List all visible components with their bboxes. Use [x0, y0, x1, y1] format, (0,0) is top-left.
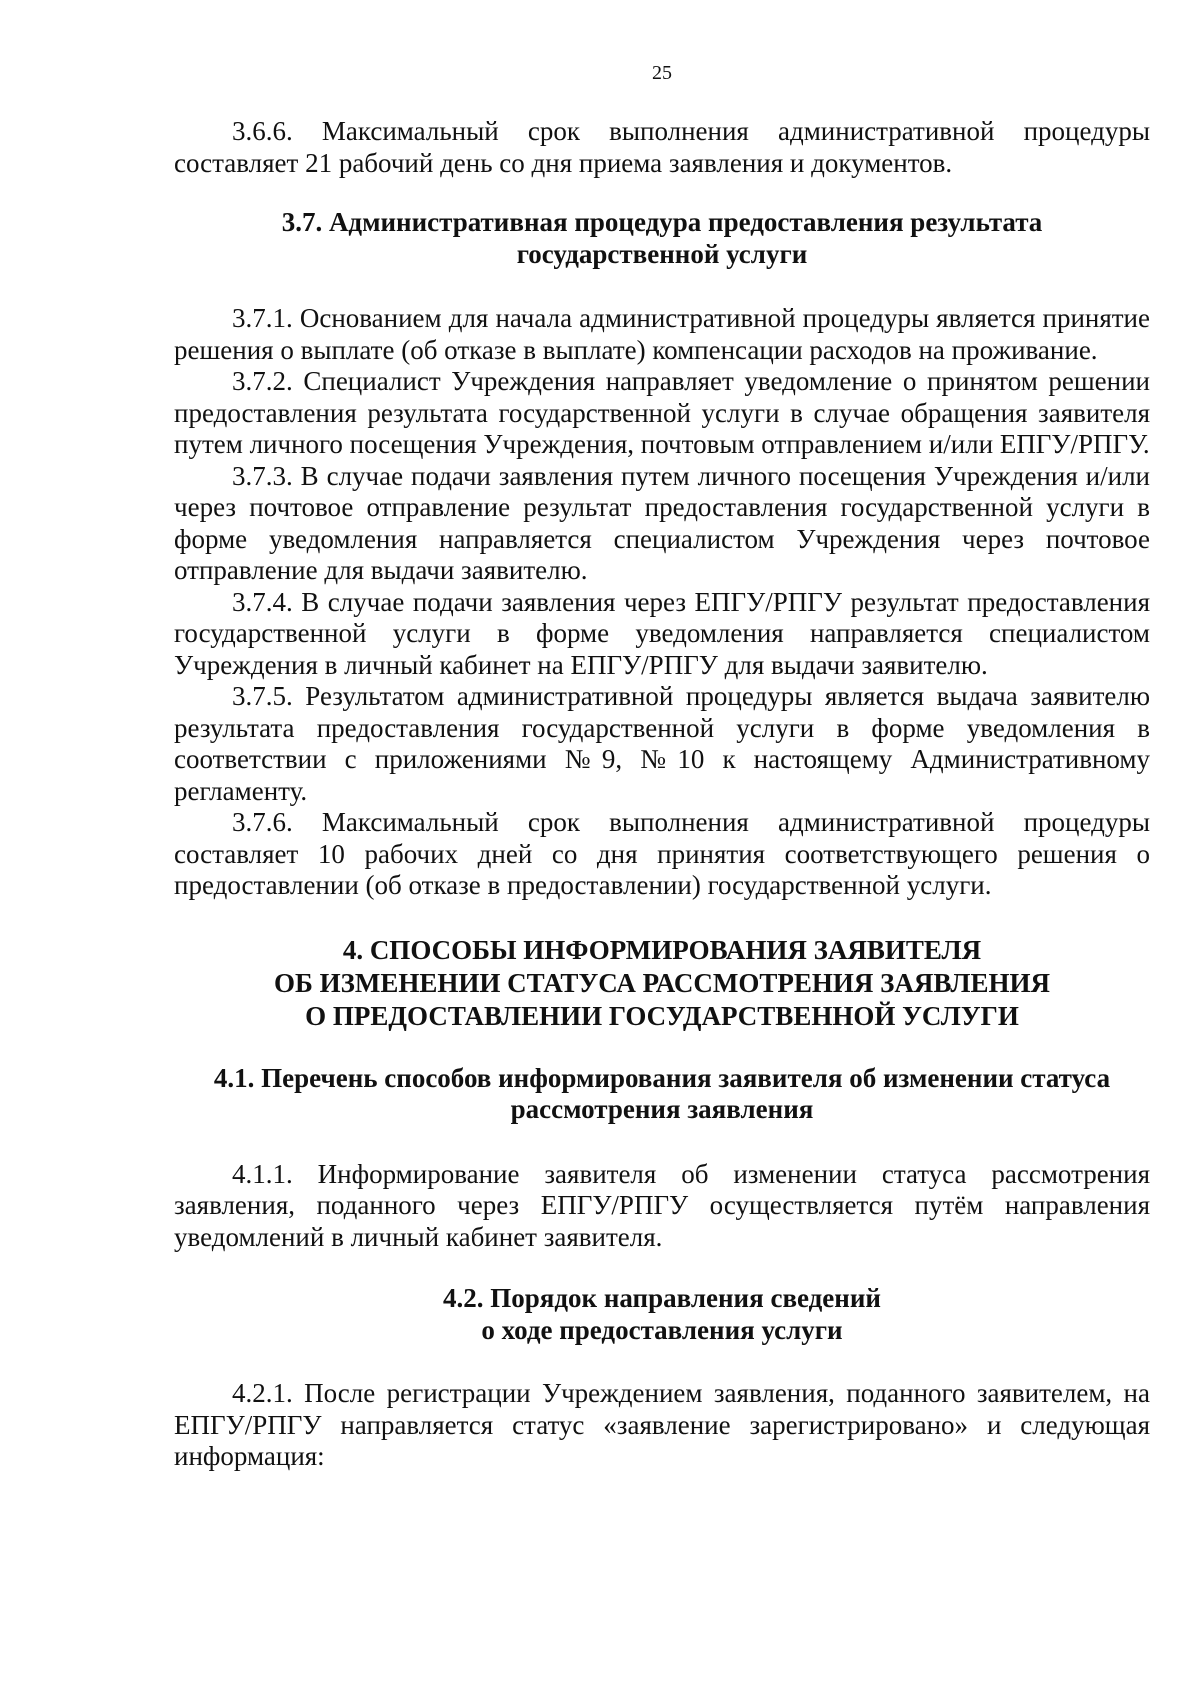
heading-line: рассмотрения заявления	[510, 1094, 814, 1124]
section-heading-4-1	[174, 1063, 1150, 1126]
heading-line: о ходе предоставления услуги	[481, 1314, 843, 1345]
heading-line: 4. СПОСОБЫ ИНФОРМИРОВАНИЯ ЗАЯВИТЕЛЯ	[342, 934, 982, 965]
heading-line: 4.2. Порядок направления сведений	[443, 1283, 881, 1313]
paragraph-4-2-1: 4.2.1. После регистрации Учреждением заявления, поданного заявителем, на ЕПГУ/РПГУ направляется статус «заявление зарегистрировано» и следующая информация:	[174, 1378, 1150, 1471]
heading-line: государственной услуги	[516, 238, 808, 269]
page-number: 25	[652, 62, 672, 84]
paragraph-3-6-6: 3.6.6. Максимальный срок выполнения административной процедуры составляет 21 рабочий день со дня приема заявления и документов.	[174, 116, 1150, 178]
paragraph-3-7-4: 3.7.4. В случае подачи заявления через ЕПГУ/РПГУ результат предоставления государственной услуги в форме уведомления направляется специалистом Учреждения в личный кабинет на ЕПГУ/РПГУ для выдачи заявителю.	[174, 586, 1150, 680]
heading-line: 3.7. Административная процедура предоставления результата	[281, 207, 1043, 237]
section-heading-4-2	[174, 1283, 1150, 1346]
heading-line: ОБ ИЗМЕНЕНИИ СТАТУСА РАССМОТРЕНИЯ ЗАЯВЛЕНИЯ	[274, 967, 1050, 998]
paragraph-3-7-5: 3.7.5. Результатом административной процедуры является выдача заявителю результата предоставления государственной услуги в форме уведомления в соответствии с приложениями №9, №10 к настоящему Административному регламенту.	[174, 681, 1150, 806]
heading-line: О ПРЕДОСТАВЛЕНИИ ГОСУДАРСТВЕННОЙ УСЛУГИ	[305, 1000, 1019, 1031]
section-heading-3-7	[174, 207, 1150, 270]
paragraph-4-1-1: 4.1.1. Информирование заявителя об изменении статуса рассмотрения заявления, поданного через ЕПГУ/РПГУ осуществляется путём направления уведомлений в личный кабинет заявителя.	[174, 1158, 1150, 1252]
heading-line: 4.1. Перечень способов информирования заявителя об изменении статуса	[213, 1062, 1111, 1093]
paragraph-3-7-2: 3.7.2. Специалист Учреждения направляет уведомление о принятом решении предоставления результата государственной услуги в случае обращения заявителя путем личного посещения Учреждения, почтовым отправлением и/или ЕПГУ/РПГУ.	[174, 366, 1150, 459]
paragraph-3-7-6: 3.7.6. Максимальный срок выполнения административной процедуры составляет 10 рабочих дней со дня принятия соответствующего решения о предоставлении (об отказе в предоставлении) государственной услуги.	[174, 807, 1150, 900]
document-page	[174, 60, 1150, 1473]
chapter-heading-4	[174, 934, 1150, 1033]
paragraph-3-7-3: 3.7.3. В случае подачи заявления путем личного посещения Учреждения и/или через почтовое отправление результат предоставления государственной услуги в форме уведомления направляется специалистом Учреждения через почтовое отправление для выдачи заявителю.	[174, 460, 1150, 585]
paragraph-3-7-1: 3.7.1. Основанием для начала административной процедуры является принятие решения о выплате (об отказе в выплате) компенсации расходов на проживание.	[174, 303, 1150, 365]
